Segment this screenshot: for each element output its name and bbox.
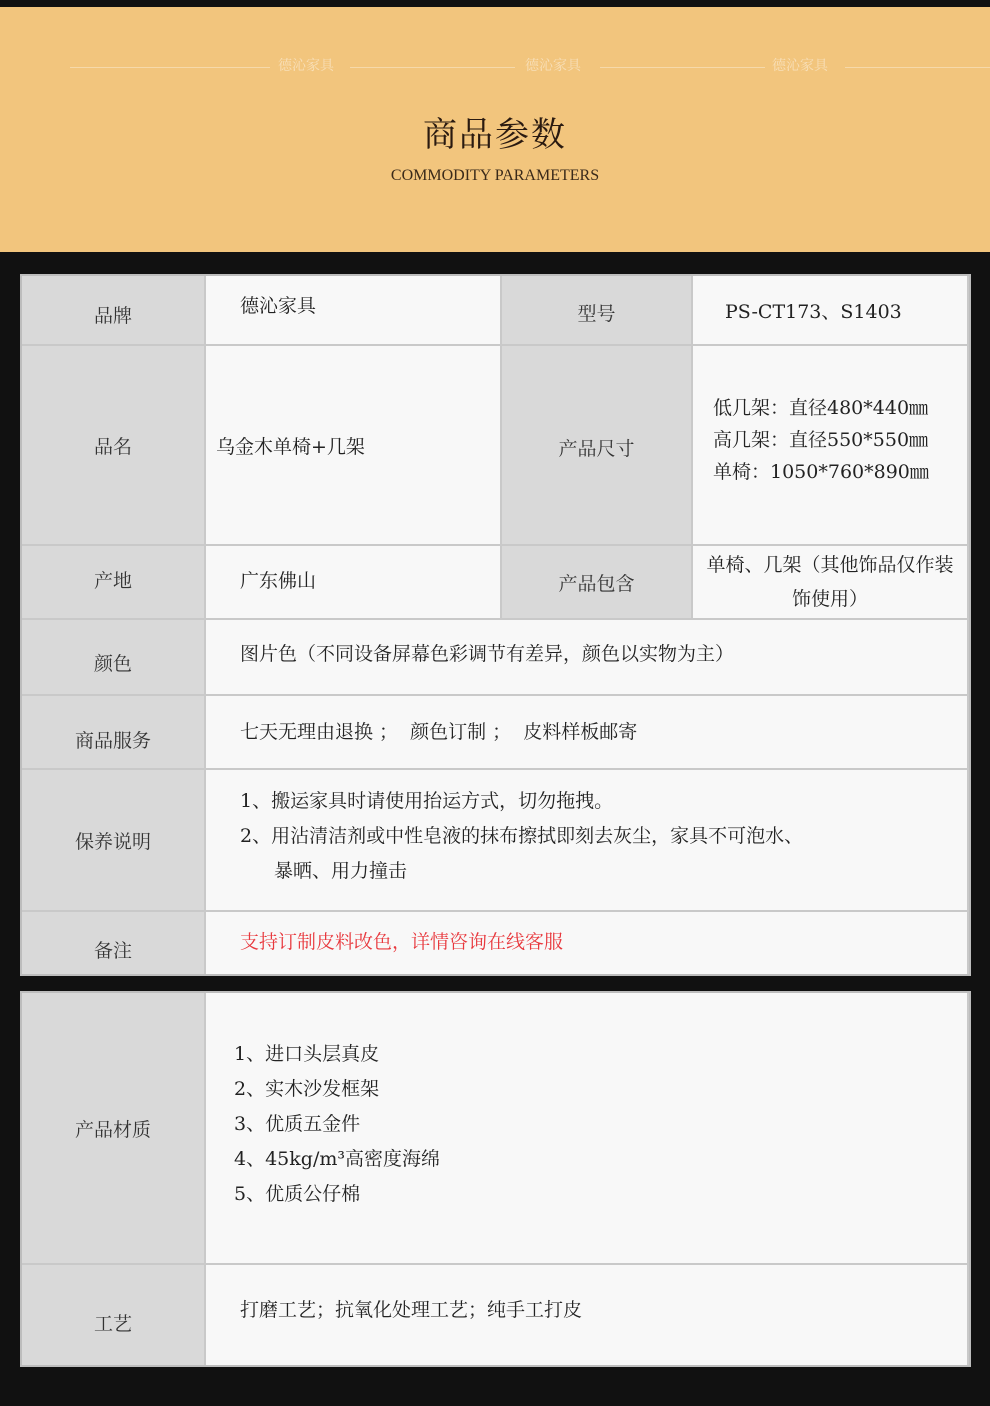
material-table [20, 991, 971, 1367]
size-line: 低几架：直径480*440㎜ [713, 397, 929, 419]
origin-value: 广东佛山 [206, 546, 502, 620]
watermark-text: 德沁家具 [772, 58, 828, 74]
watermark-text: 德沁家具 [278, 58, 334, 74]
size-line: 单椅：1050*760*890㎜ [713, 461, 929, 483]
page-title: 商品参数 [423, 115, 567, 155]
care-label: 保养说明 [22, 770, 206, 912]
includes-line: 单椅、几架（其他饰品仅作装 [706, 554, 954, 576]
header-banner [0, 7, 990, 252]
includes-line: 饰使用） [791, 588, 868, 610]
model-label: 型号 [502, 276, 693, 346]
model-value: PS-CT173、S1403 [693, 276, 969, 346]
watermark-line [70, 67, 270, 68]
material-line: 3、优质五金件 [234, 1112, 361, 1135]
brand-label: 品牌 [22, 276, 206, 346]
color-label: 颜色 [22, 620, 206, 696]
care-line: 暴晒、用力撞击 [274, 859, 408, 882]
note-label: 备注 [22, 912, 206, 974]
material-line: 1、进口头层真皮 [234, 1042, 380, 1065]
service-label: 商品服务 [22, 696, 206, 770]
care-line: 2、用沾清洁剂或中性皂液的抹布擦拭即刻去灰尘，家具不可泡水、 [240, 824, 804, 847]
note-value: 支持订制皮料改色，详情咨询在线客服 [206, 912, 969, 974]
size-value [693, 346, 969, 546]
name-label: 品名 [22, 346, 206, 546]
watermark-text: 德沁家具 [525, 58, 581, 74]
origin-label: 产地 [22, 546, 206, 620]
material-line: 2、实木沙发框架 [234, 1077, 380, 1100]
watermark-line [350, 67, 515, 68]
craft-label: 工艺 [22, 1265, 206, 1365]
craft-value: 打磨工艺；抗氧化处理工艺；纯手工打皮 [206, 1265, 969, 1365]
page-subtitle: COMMODITY PARAMETERS [390, 167, 600, 184]
includes-label: 产品包含 [502, 546, 693, 620]
care-value [206, 770, 969, 912]
size-label: 产品尺寸 [502, 346, 693, 546]
material-line: 5、优质公仔棉 [234, 1182, 361, 1205]
care-line: 1、搬运家具时请使用抬运方式，切勿拖拽。 [240, 789, 614, 812]
material-value [206, 993, 969, 1265]
color-value: 图片色（不同设备屏幕色彩调节有差异，颜色以实物为主） [206, 620, 969, 696]
includes-value [693, 546, 969, 620]
material-line: 4、45kg/m³高密度海绵 [234, 1147, 440, 1170]
watermark-line [600, 67, 765, 68]
brand-value: 德沁家具 [206, 276, 502, 346]
service-value: 七天无理由退换 ； 颜色订制 ； 皮料样板邮寄 [206, 696, 969, 770]
params-table [20, 274, 971, 976]
top-bar [0, 0, 990, 7]
watermark-line [845, 67, 990, 68]
name-value: 乌金木单椅+几架 [206, 346, 502, 546]
size-line: 高几架：直径550*550㎜ [713, 429, 929, 451]
material-label: 产品材质 [22, 993, 206, 1265]
